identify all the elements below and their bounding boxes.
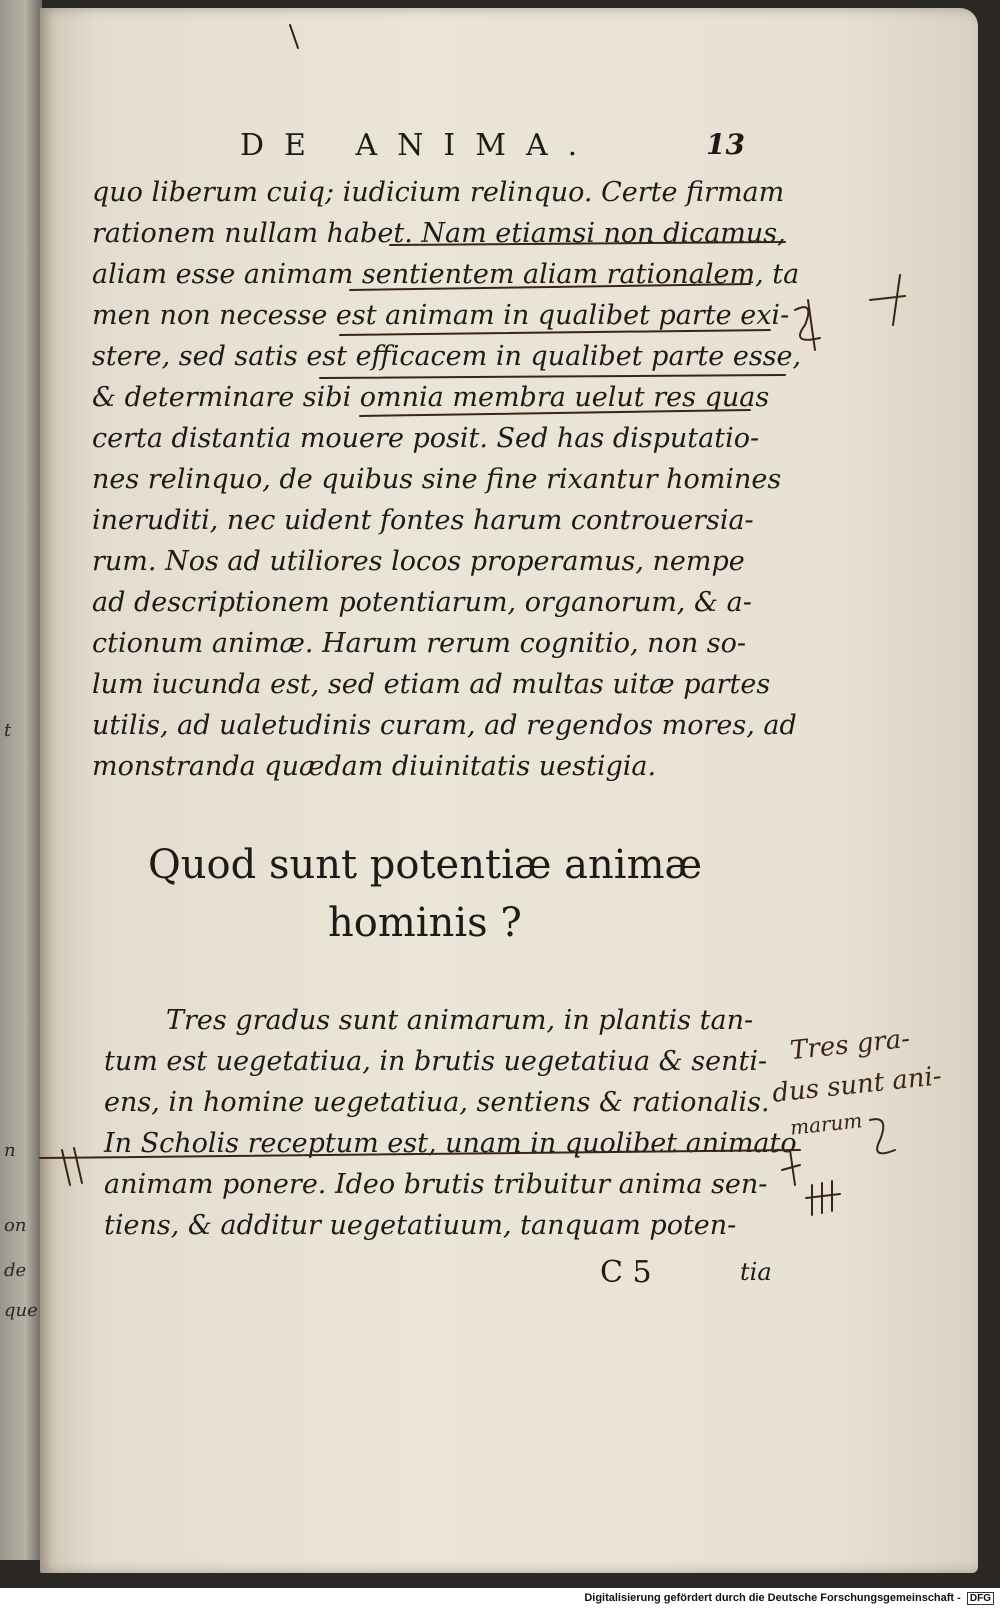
dfg-logo: DFG	[967, 1592, 994, 1605]
edge-fragment: que	[4, 1300, 38, 1321]
text-line: rationem nullam habet. Nam etiamsi non dicamus,	[92, 218, 786, 249]
edge-fragment: n	[4, 1140, 16, 1161]
marginal-note: dus sunt ani-	[770, 1061, 943, 1109]
text-line: In Scholis receptum est, unam in quolibet animato	[104, 1128, 797, 1159]
text-line: ad descriptionem potentiarum, organorum, & a-	[92, 587, 752, 618]
heading-line: hominis ?	[328, 900, 522, 946]
text-line: quo liberum cuiq; iudicium relinquo. Certe firmam	[92, 177, 785, 208]
paragraph-2	[104, 1000, 797, 1246]
text-line: ineruditi, nec uident fontes harum controuersia-	[92, 505, 754, 536]
text-line: rum. Nos ad utiliores locos properamus, nempe	[92, 546, 745, 577]
footer-text: Digitalisierung gefördert durch die Deutsche Forschungsgemeinschaft -	[584, 1592, 961, 1604]
text-line: animam ponere. Ideo brutis tribuitur anima sen-	[104, 1169, 768, 1200]
text-line: & determinare sibi omnia membra uelut res quas	[92, 382, 770, 413]
text-line: aliam esse animam sentientem aliam rationalem, ta	[92, 259, 800, 290]
previous-page-edge	[0, 0, 42, 1560]
marginal-note: marum	[788, 1108, 864, 1140]
text-line: Tres gradus sunt animarum, in plantis tan-	[166, 1005, 754, 1036]
edge-fragment: de	[4, 1260, 27, 1281]
paragraph-1	[92, 172, 802, 787]
text-line: nes relinquo, de quibus sine fine rixantur homines	[92, 464, 782, 495]
text-line: lum iucunda est, sed etiam ad multas uitæ partes	[92, 669, 771, 700]
marginal-note: Tres gra-	[788, 1023, 912, 1067]
section-heading	[148, 836, 768, 952]
text-line: monstranda quædam diuinitatis uestigia.	[92, 751, 657, 782]
signature-mark: C 5	[600, 1255, 652, 1290]
heading-line: Quod sunt potentiæ animæ	[148, 842, 703, 888]
text-line: stere, sed satis est efficacem in qualibet parte esse,	[92, 341, 802, 372]
footer-credit	[584, 1592, 994, 1605]
text-line: tiens, & additur uegetatiuum, tanquam poten-	[104, 1210, 737, 1241]
text-line: men non necesse est animam in qualibet parte exi-	[92, 300, 790, 331]
catchword: tia	[740, 1258, 772, 1286]
running-head: DE ANIMA.	[240, 128, 598, 163]
text-line: utilis, ad ualetudinis curam, ad regendos mores, ad	[92, 710, 797, 741]
text-line: ctionum animæ. Harum rerum cognitio, non so-	[92, 628, 747, 659]
edge-fragment: on	[4, 1215, 27, 1236]
text-line: certa distantia mouere posit. Sed has disputatio-	[92, 423, 760, 454]
page-number: 13	[706, 128, 745, 161]
text-line: ens, in homine uegetatiua, sentiens & rationalis.	[104, 1087, 770, 1118]
text-line: tum est uegetatiua, in brutis uegetatiua & senti-	[104, 1046, 768, 1077]
edge-fragment: t	[4, 720, 12, 741]
